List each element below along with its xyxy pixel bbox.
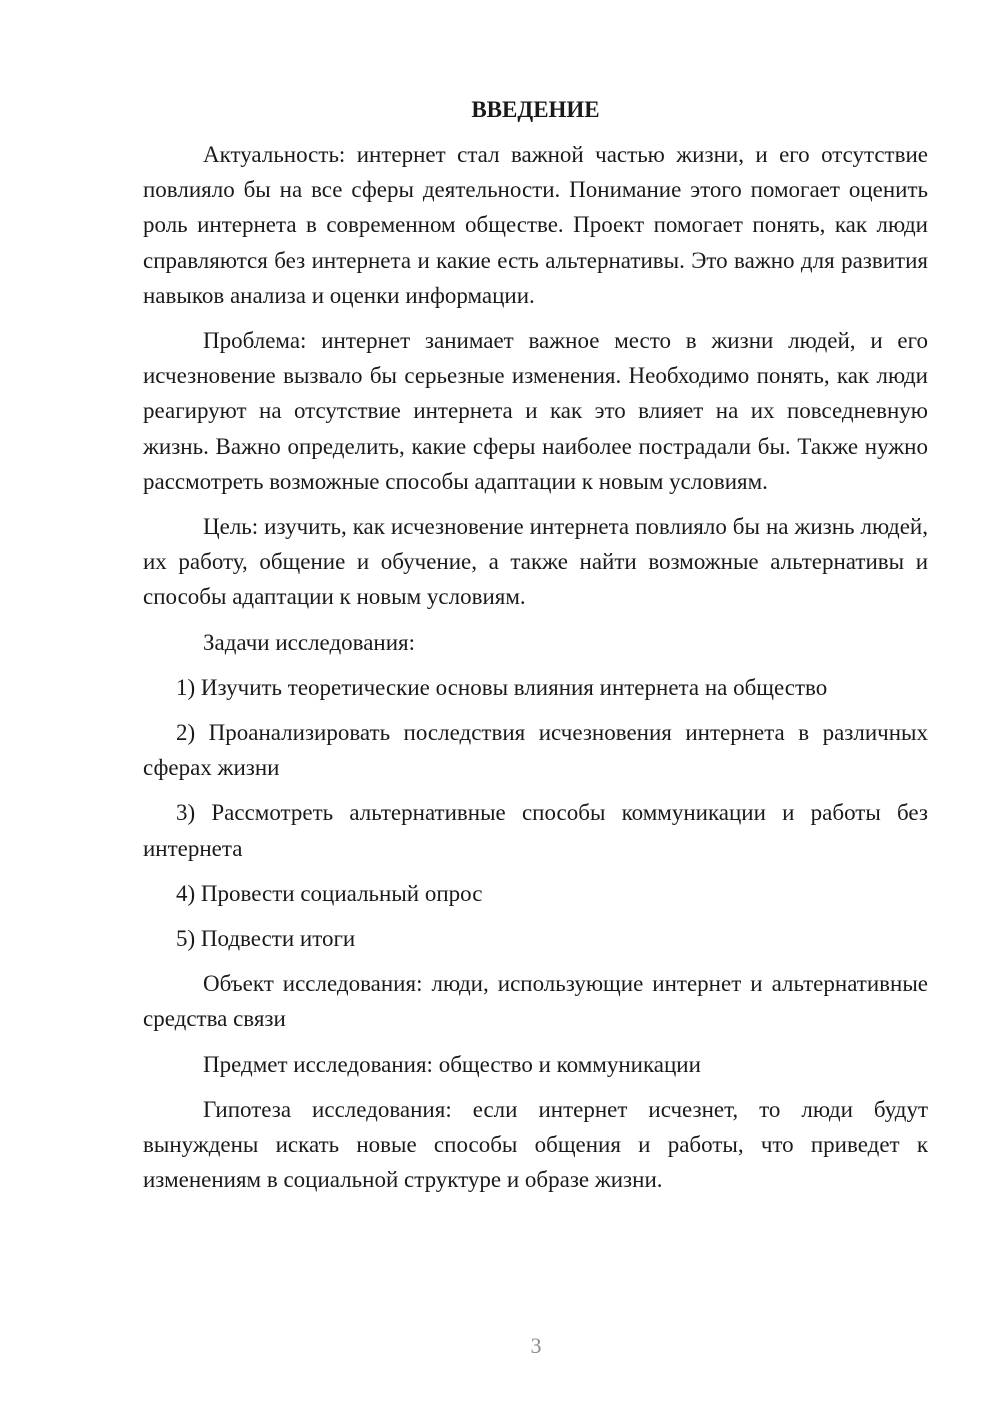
task-item: 4) Провести социальный опрос — [176, 880, 483, 906]
section-title: ВВЕДЕНИЕ — [471, 97, 600, 122]
task-item: 2) Проанализировать последствия исчезновения интернета в различных сферах жизни — [143, 720, 928, 781]
document-page — [143, 92, 928, 1207]
relevance-paragraph: Актуальность: интернет стал важной частью жизни, и его отсутствие повлияло бы на все сферы деятельности. Понимание этого помогает оценить роль интернета в современном обществе. Проект помогает понять, как люди справляются без интернета и какие есть альтернативы. Это важно для развития навыков анализа и оценки информации. — [143, 142, 928, 308]
problem-paragraph: Проблема: интернет занимает важное место в жизни людей, и его исчезновение вызвало бы серьезные изменения. Необходимо понять, как люди реагируют на отсутствие интернета и как это влияет на их повседневную жизнь. Важно определить, какие сферы наиболее пострадали бы. Также нужно рассмотреть возможные способы адаптации к новым условиям. — [143, 328, 928, 494]
page-number: 3 — [530, 1333, 542, 1358]
subject-paragraph: Предмет исследования: общество и коммуникации — [203, 1051, 701, 1077]
object-paragraph: Объект исследования: люди, использующие интернет и альтернативные средства связи — [143, 971, 928, 1032]
goal-paragraph: Цель: изучить, как исчезновение интернета повлияло бы на жизнь людей, их работу, общение и обучение, а также найти возможные альтернативы и способы адаптации к новым условиям. — [143, 514, 928, 610]
task-item: 1) Изучить теоретические основы влияния интернета на общество — [176, 674, 828, 700]
hypothesis-paragraph: Гипотеза исследования: если интернет исчезнет, то люди будут вынуждены искать новые способы общения и работы, что приведет к изменениям в социальной структуре и образе жизни. — [143, 1096, 928, 1193]
task-item: 3) Рассмотреть альтернативные способы коммуникации и работы без интернета — [143, 800, 928, 861]
task-item: 5) Подвести итоги — [176, 926, 356, 952]
tasks-heading: Задачи исследования: — [203, 629, 416, 655]
